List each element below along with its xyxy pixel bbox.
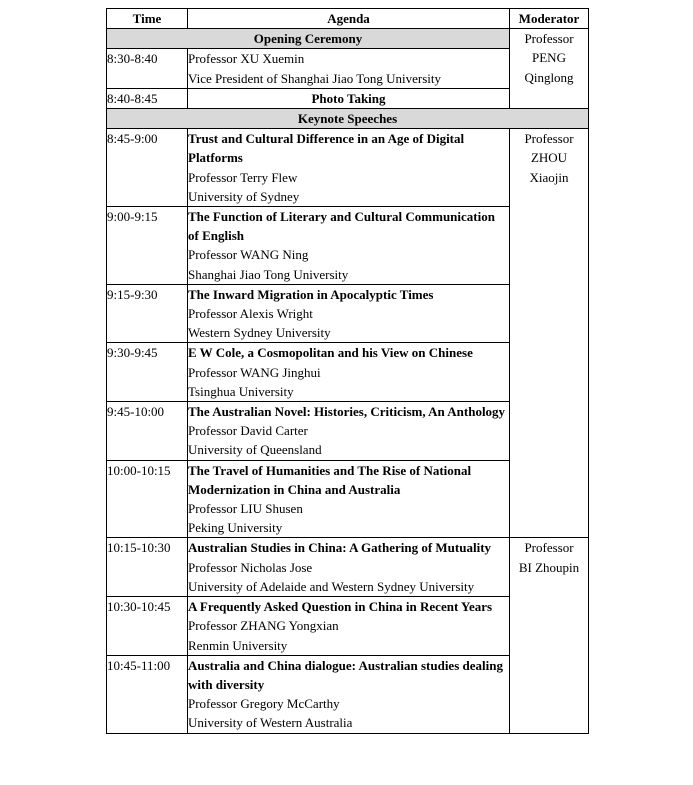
speaker-affiliation: Renmin University xyxy=(188,637,288,653)
time-cell: 10:45-11:00 xyxy=(107,655,188,733)
speaker-name: Professor Nicholas Jose xyxy=(188,559,313,575)
talk-title: A Frequently Asked Question in China in Recent Years xyxy=(188,599,493,615)
moderator-column-header: Moderator xyxy=(510,9,589,29)
section-title-opening: Opening Ceremony xyxy=(107,29,510,49)
agenda-cell xyxy=(188,538,510,597)
time-cell: 9:45-10:00 xyxy=(107,402,188,461)
speaker-affiliation: University of Queensland xyxy=(188,442,322,458)
time-cell: 9:00-9:15 xyxy=(107,207,188,285)
time-cell: 9:30-9:45 xyxy=(107,343,188,402)
speaker-name: Professor WANG Ning xyxy=(188,247,309,263)
moderator-opening xyxy=(510,29,589,109)
speaker-name: Professor LIU Shusen xyxy=(188,501,303,517)
time-cell: 9:15-9:30 xyxy=(107,284,188,343)
table-row xyxy=(107,129,589,207)
time-cell: 8:45-9:00 xyxy=(107,129,188,207)
section-title-keynote: Keynote Speeches xyxy=(107,109,589,129)
moderator-line: Xiaojin xyxy=(529,169,569,185)
speaker-affiliation: University of Western Australia xyxy=(188,715,353,731)
speaker-name: Professor David Carter xyxy=(188,423,308,439)
time-cell: 10:00-10:15 xyxy=(107,460,188,538)
speaker-name: Professor Gregory McCarthy xyxy=(188,696,340,712)
agenda-cell xyxy=(188,49,510,88)
talk-title: Trust and Cultural Difference in an Age of Digital Platforms xyxy=(188,131,465,166)
time-column-header: Time xyxy=(107,9,188,29)
talk-title: E W Cole, a Cosmopolitan and his View on Chinese xyxy=(188,345,473,361)
talk-title: The Australian Novel: Histories, Criticism, An Anthology xyxy=(188,404,506,420)
moderator-line: ZHOU xyxy=(530,150,568,166)
agenda-cell xyxy=(188,402,510,461)
time-cell: 8:30-8:40 xyxy=(107,49,188,88)
moderator-keynote-2 xyxy=(510,538,589,733)
speaker-name: Professor Terry Flew xyxy=(188,169,298,185)
agenda-cell xyxy=(188,460,510,538)
header-row xyxy=(107,9,589,29)
speaker-name: Professor Alexis Wright xyxy=(188,306,313,322)
moderator-keynote-1 xyxy=(510,129,589,538)
talk-title: The Function of Literary and Cultural Communication of English xyxy=(188,209,495,244)
moderator-line: Professor xyxy=(524,31,574,47)
time-cell: 10:15-10:30 xyxy=(107,538,188,597)
section-row-opening xyxy=(107,29,589,49)
agenda-cell xyxy=(188,343,510,402)
speaker-affiliation: Shanghai Jiao Tong University xyxy=(188,266,349,282)
speaker-affiliation: Vice President of Shanghai Jiao Tong University xyxy=(188,70,441,86)
speaker-name: Professor WANG Jinghui xyxy=(188,364,321,380)
section-row-keynote xyxy=(107,109,589,129)
moderator-line: PENG xyxy=(532,50,566,66)
time-cell: 10:30-10:45 xyxy=(107,597,188,656)
agenda-cell xyxy=(188,129,510,207)
agenda-cell xyxy=(188,207,510,285)
speaker-affiliation: Peking University xyxy=(188,520,283,536)
time-cell: 8:40-8:45 xyxy=(107,88,188,108)
moderator-line: Professor xyxy=(524,540,574,556)
agenda-table xyxy=(106,8,589,734)
speaker-affiliation: University of Sydney xyxy=(188,188,300,204)
talk-title: Australia and China dialogue: Australian studies dealing with diversity xyxy=(188,657,503,692)
agenda-cell xyxy=(188,597,510,656)
talk-title: Australian Studies in China: A Gathering of Mutuality xyxy=(188,540,492,556)
moderator-line: Qinglong xyxy=(524,69,574,85)
speaker-name: Professor ZHANG Yongxian xyxy=(188,618,339,634)
speaker-affiliation: Tsinghua University xyxy=(188,383,294,399)
speaker-name: Professor XU Xuemin xyxy=(188,51,305,67)
agenda-column-header: Agenda xyxy=(188,9,510,29)
moderator-line: BI Zhoupin xyxy=(518,559,580,575)
agenda-cell xyxy=(188,284,510,343)
moderator-line: Professor xyxy=(524,131,574,147)
talk-title: The Inward Migration in Apocalyptic Times xyxy=(188,286,434,302)
talk-title: The Travel of Humanities and The Rise of National Modernization in China and Australia xyxy=(188,462,472,497)
agenda-cell xyxy=(188,655,510,733)
photo-taking-cell: Photo Taking xyxy=(188,88,510,108)
speaker-affiliation: University of Adelaide and Western Sydney University xyxy=(188,578,475,594)
speaker-affiliation: Western Sydney University xyxy=(188,325,331,341)
table-row xyxy=(107,538,589,597)
